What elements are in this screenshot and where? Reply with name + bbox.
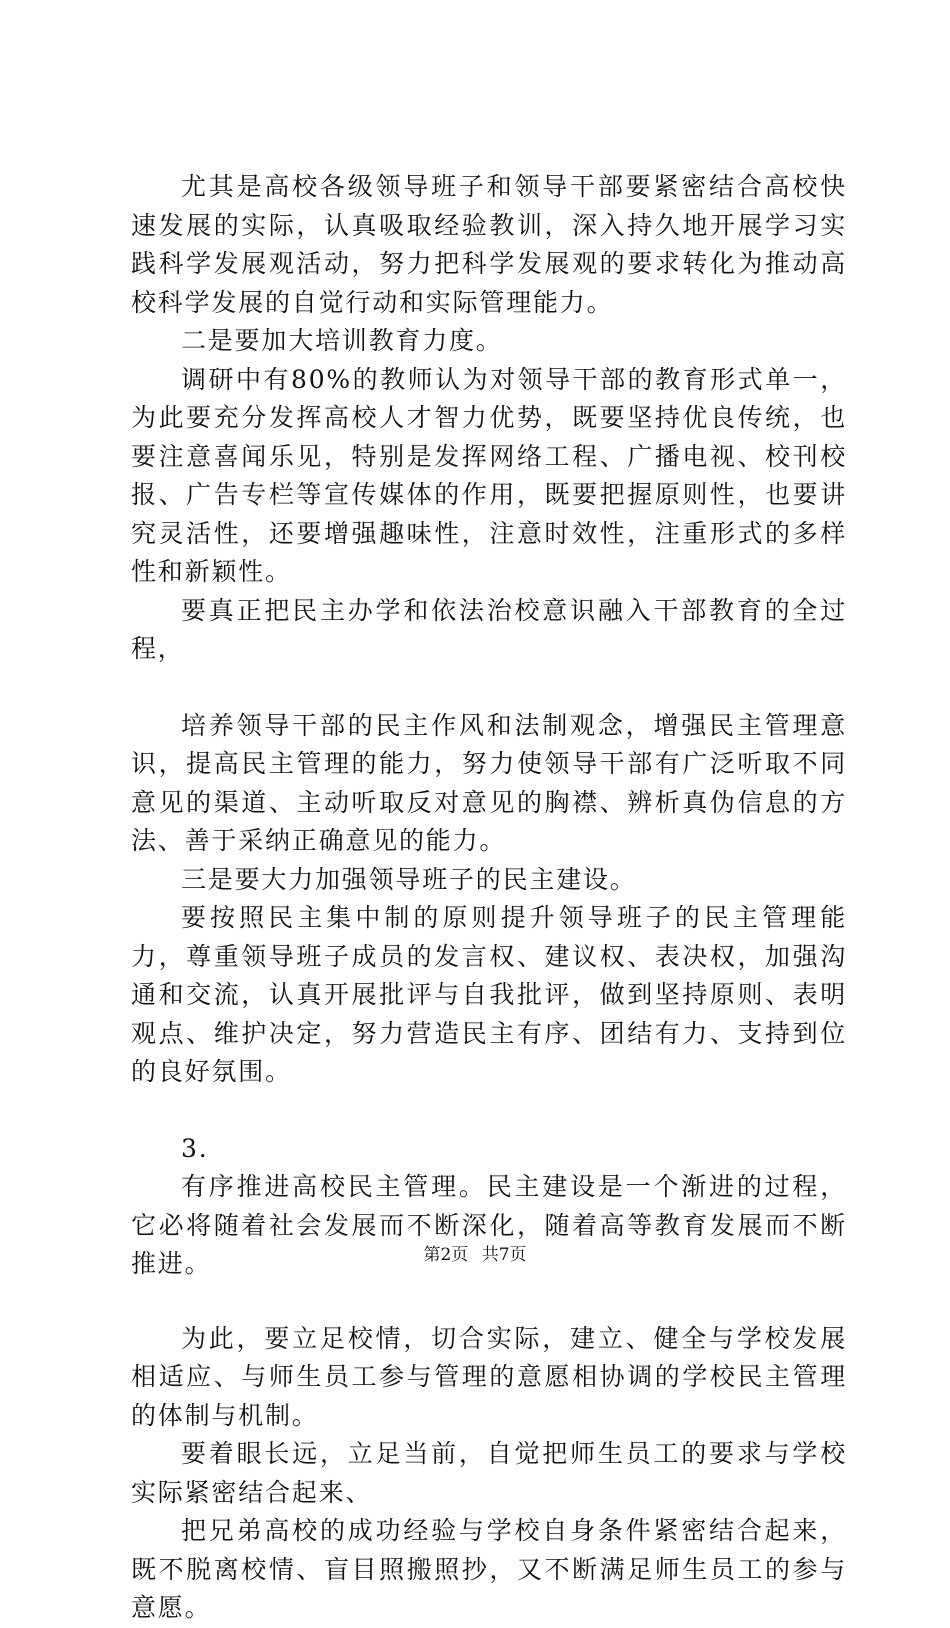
paragraph: 把兄弟高校的成功经验与学校自身条件紧密结合起来，既不脱离校情、盲目照搬照抄，又不断满足师生员工的参与意愿。 — [131, 1516, 847, 1622]
page-number: 第2页 — [423, 1245, 469, 1265]
document-body — [131, 168, 847, 1628]
paragraph: 要按照民主集中制的原则提升领导班子的民主管理能力，尊重领导班子成员的发言权、建议权、表决权，加强沟通和交流，认真开展批评与自我批评，做到坚持原则、表明观点、维护决定，努力营造民主有序、团结有力、支持到位的良好氛围。 — [131, 903, 847, 1086]
paragraph: 要着眼长远，立足当前，自觉把师生员工的要求与学校实际紧密结合起来、 — [131, 1439, 847, 1507]
paragraph: 尤其是高校各级领导班子和领导干部要紧密结合高校快速发展的实际，认真吸取经验教训，深入持久地开展学习实践科学发展观活动，努力把科学发展观的要求转化为推动高校科学发展的自觉行动和实际管理能力。 — [131, 172, 847, 317]
section-number: 3. — [181, 1133, 209, 1163]
paragraph: 要真正把民主办学和依法治校意识融入干部教育的全过程， — [131, 595, 847, 663]
paragraph: 有序推进高校民主管理。民主建设是一个渐进的过程，它必将随着社会发展而不断深化，随着高等教育发展而不断推进。 — [131, 1172, 847, 1278]
page-footer — [0, 1244, 950, 1266]
page-total: 共7页 — [481, 1245, 527, 1265]
section-heading: 二是要加大培训教育力度。 — [181, 326, 503, 355]
section-heading: 三是要大力加强领导班子的民主建设。 — [181, 864, 637, 894]
paragraph: 培养领导干部的民主作风和法制观念，增强民主管理意识，提高民主管理的能力，努力使领导干部有广泛听取不同意见的渠道、主动听取反对意见的胸襟、辨析真伪信息的方法、善于采纳正确意见的能力。 — [131, 710, 847, 855]
paragraph: 为此，要立足校情，切合实际，建立、健全与学校发展相适应、与师生员工参与管理的意愿相协调的学校民主管理的体制与机制。 — [131, 1323, 847, 1430]
paragraph: 调研中有80%的教师认为对领导干部的教育形式单一，为此要充分发挥高校人才智力优势，既要坚持优良传统，也要注意喜闻乐见，特别是发挥网络工程、广播电视、校刊校报、广告专栏等宣传媒体的作用，既要把握原则性，也要讲究灵活性，还要增强趣味性，注意时效性，注重形式的多样性和新颖性。 — [131, 364, 847, 586]
